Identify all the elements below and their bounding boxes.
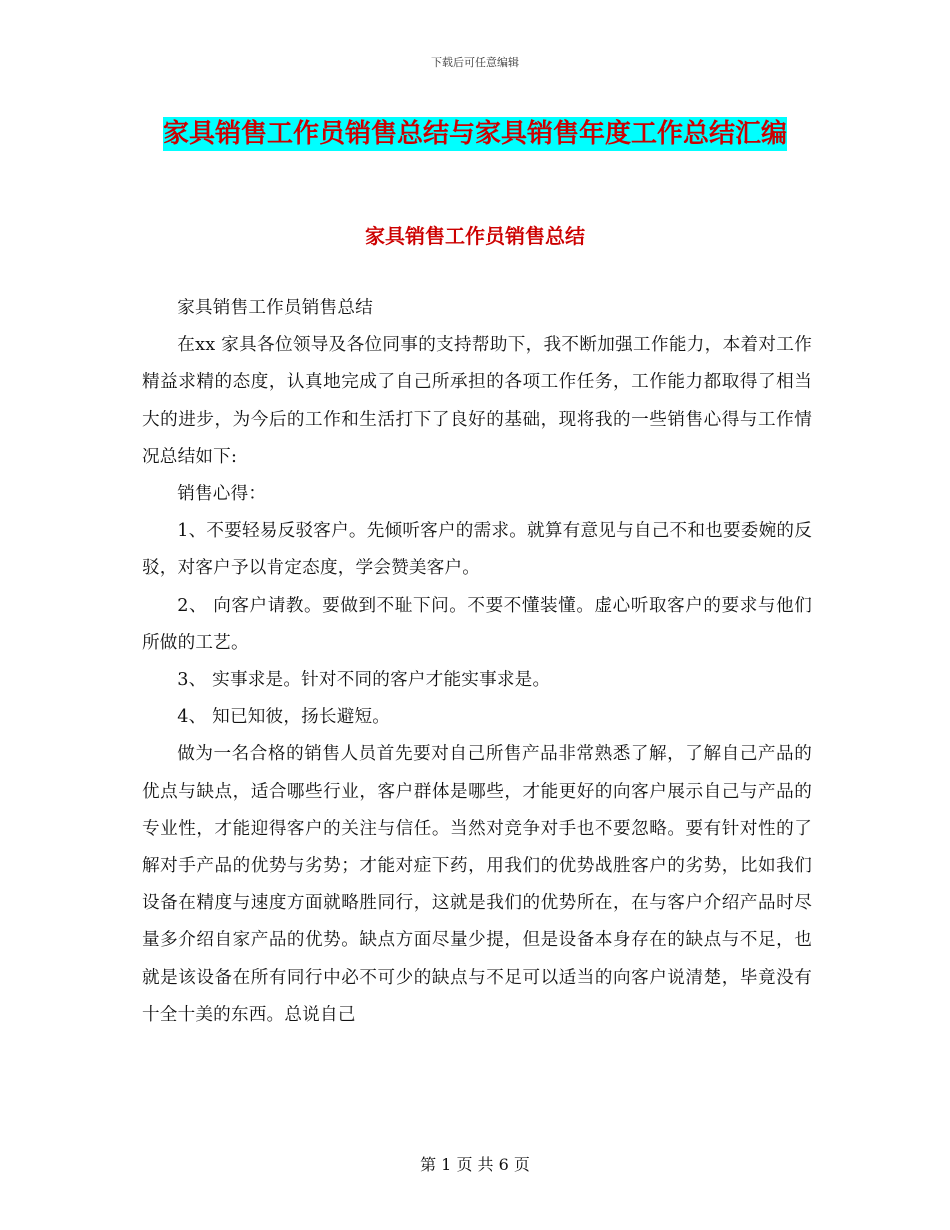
paragraph-heading-sales-tips: 销售心得：: [177, 484, 267, 505]
paragraph-subtitle: 家具销售工作员销售总结: [177, 298, 373, 318]
paragraph-tip-1: 1、不要轻易反驳客户。先倾听客户的需求。就算有意见与自己不和也要委婉的反驳，对客户予以肯定态度，学会赞美客户。: [142, 521, 812, 579]
document-title: [140, 110, 810, 158]
page-footer: 第 1 页 共 6 页: [420, 1155, 530, 1174]
body-text: [142, 290, 812, 1034]
section-title: 家具销售工作员销售总结: [365, 224, 585, 248]
document-title-highlight: 家具销售工作员销售总结与家具销售年度工作总结汇编: [162, 119, 787, 149]
header-note: 下载后可任意编辑: [431, 56, 519, 69]
paragraph-tip-2: 2、 向客户请教。要做到不耻下问。不要不懂装懂。虚心听取客户的要求与他们所做的工艺。: [142, 595, 812, 653]
paragraph-body: 做为一名合格的销售人员首先要对自己所售产品非常熟悉了解，了解自己产品的优点与缺点，适合哪些行业，客户群体是哪些，才能更好的向客户展示自己与产品的专业性，才能迎得客户的关注与信任。当然对竞争对手也不要忽略。要有针对性的了解对手产品的优势与劣势；才能对症下药，用我们的优势战胜客户的劣势，比如我们设备在精度与速度方面就略胜同行，这就是我们的优势所在，在与客户介绍产品时尽量多介绍自家产品的优势。缺点方面尽量少提，但是设备本身存在的缺点与不足，也就是该设备在所有同行中必不可少的缺点与不足可以适当的向客户说清楚，毕竟没有十全十美的东西。总说自己: [142, 744, 812, 1025]
paragraph-intro: 在xx 家具各位领导及各位同事的支持帮助下，我不断加强工作能力，本着对工作精益求精的态度，认真地完成了自己所承担的各项工作任务，工作能力都取得了相当大的进步，为今后的工作和生活打下了良好的基础，现将我的一些销售心得与工作情况总结如下:: [142, 335, 812, 467]
paragraph-tip-3: 3、 实事求是。针对不同的客户才能实事求是。: [177, 670, 551, 691]
paragraph-tip-4: 4、 知已知彼，扬长避短。: [177, 707, 391, 728]
